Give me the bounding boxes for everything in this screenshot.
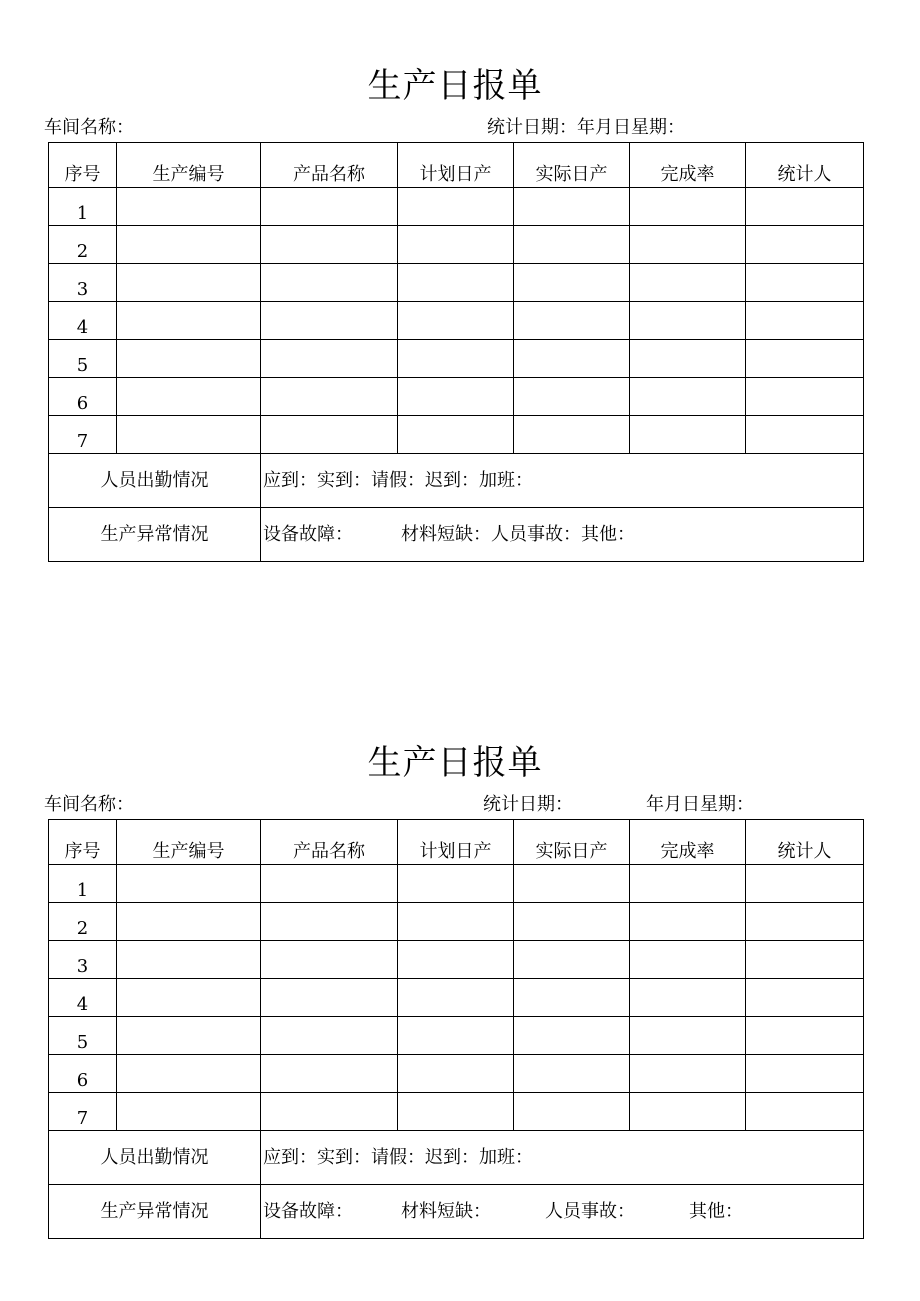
- completion-rate-cell[interactable]: [630, 1055, 746, 1093]
- statistician-cell[interactable]: [746, 188, 864, 226]
- planned-output-cell[interactable]: [398, 340, 514, 378]
- actual-output-cell[interactable]: [514, 979, 630, 1017]
- planned-output-cell[interactable]: [398, 264, 514, 302]
- col-header-completion-rate: 完成率: [630, 820, 746, 865]
- other-label: 其他：: [689, 1200, 743, 1222]
- production-no-cell[interactable]: [117, 188, 261, 226]
- row-index: 3: [49, 941, 117, 979]
- row-index: 4: [49, 979, 117, 1017]
- statistician-cell[interactable]: [746, 302, 864, 340]
- product-name-cell[interactable]: [261, 188, 398, 226]
- row-index: 2: [49, 226, 117, 264]
- anomaly-fields[interactable]: [261, 508, 864, 562]
- completion-rate-cell[interactable]: [630, 264, 746, 302]
- equipment-fault-label: 设备故障：: [263, 523, 353, 545]
- actual-output-cell[interactable]: [514, 903, 630, 941]
- completion-rate-cell[interactable]: [630, 903, 746, 941]
- col-header-seq: 序号: [49, 143, 117, 188]
- production-no-cell[interactable]: [117, 1093, 261, 1131]
- statistician-cell[interactable]: [746, 979, 864, 1017]
- statistician-cell[interactable]: [746, 264, 864, 302]
- table-header-row: [49, 143, 864, 188]
- col-header-planned-output: 计划日产: [398, 820, 514, 865]
- production-no-cell[interactable]: [117, 1055, 261, 1093]
- actual-output-cell[interactable]: [514, 340, 630, 378]
- table-row: [49, 378, 864, 416]
- product-name-cell[interactable]: [261, 941, 398, 979]
- product-name-cell[interactable]: [261, 302, 398, 340]
- production-no-cell[interactable]: [117, 865, 261, 903]
- row-index: 5: [49, 340, 117, 378]
- completion-rate-cell[interactable]: [630, 941, 746, 979]
- production-no-cell[interactable]: [117, 226, 261, 264]
- actual-output-cell[interactable]: [514, 264, 630, 302]
- actual-output-cell[interactable]: [514, 865, 630, 903]
- planned-output-cell[interactable]: [398, 188, 514, 226]
- workshop-name-label: 车间名称：: [44, 794, 134, 815]
- planned-output-cell[interactable]: [398, 1093, 514, 1131]
- actual-output-cell[interactable]: [514, 1093, 630, 1131]
- anomaly-label: 生产异常情况: [49, 1185, 261, 1239]
- col-header-actual-output: 实际日产: [514, 143, 630, 188]
- table-row: [49, 1055, 864, 1093]
- report-table: [48, 142, 864, 562]
- table-row: [49, 340, 864, 378]
- form-title: 生产日报单: [367, 66, 543, 106]
- staff-accident-label: 人员事故：: [545, 1200, 635, 1222]
- material-shortage-label: 材料短缺：: [401, 1200, 491, 1222]
- attendance-label: 人员出勤情况: [49, 1131, 261, 1185]
- table-row: [49, 302, 864, 340]
- planned-output-cell[interactable]: [398, 979, 514, 1017]
- production-no-cell[interactable]: [117, 264, 261, 302]
- product-name-cell[interactable]: [261, 1093, 398, 1131]
- col-header-planned-output: 计划日产: [398, 143, 514, 188]
- col-header-statistician: 统计人: [746, 820, 864, 865]
- table-row: [49, 865, 864, 903]
- report-table: [48, 819, 864, 1239]
- product-name-cell[interactable]: [261, 226, 398, 264]
- row-index: 7: [49, 1093, 117, 1131]
- col-header-product-name: 产品名称: [261, 820, 398, 865]
- material-shortage-label: 材料短缺：人员事故：其他：: [401, 523, 635, 545]
- production-no-cell[interactable]: [117, 416, 261, 454]
- production-no-cell[interactable]: [117, 903, 261, 941]
- statistician-cell[interactable]: [746, 941, 864, 979]
- planned-output-cell[interactable]: [398, 378, 514, 416]
- statistician-cell[interactable]: [746, 903, 864, 941]
- completion-rate-cell[interactable]: [630, 416, 746, 454]
- product-name-cell[interactable]: [261, 340, 398, 378]
- completion-rate-cell[interactable]: [630, 1017, 746, 1055]
- stat-date-label: 统计日期：: [483, 794, 573, 815]
- statistician-cell[interactable]: [746, 340, 864, 378]
- col-header-statistician: 统计人: [746, 143, 864, 188]
- table-row: [49, 1017, 864, 1055]
- completion-rate-cell[interactable]: [630, 378, 746, 416]
- planned-output-cell[interactable]: [398, 416, 514, 454]
- production-no-cell[interactable]: [117, 302, 261, 340]
- table-row: [49, 188, 864, 226]
- row-index: 1: [49, 865, 117, 903]
- attendance-row: [49, 454, 864, 508]
- planned-output-cell[interactable]: [398, 302, 514, 340]
- table-row: [49, 941, 864, 979]
- date-weekday-label: 年月日星期：: [646, 794, 754, 815]
- anomaly-row: [49, 1185, 864, 1239]
- form-title: 生产日报单: [367, 743, 543, 783]
- completion-rate-cell[interactable]: [630, 302, 746, 340]
- actual-output-cell[interactable]: [514, 941, 630, 979]
- row-index: 5: [49, 1017, 117, 1055]
- production-no-cell[interactable]: [117, 1017, 261, 1055]
- completion-rate-cell[interactable]: [630, 188, 746, 226]
- attendance-row: [49, 1131, 864, 1185]
- table-row: [49, 416, 864, 454]
- completion-rate-cell[interactable]: [630, 226, 746, 264]
- row-index: 6: [49, 378, 117, 416]
- product-name-cell[interactable]: [261, 865, 398, 903]
- actual-output-cell[interactable]: [514, 302, 630, 340]
- table-row: [49, 264, 864, 302]
- table-row: [49, 903, 864, 941]
- product-name-cell[interactable]: [261, 903, 398, 941]
- col-header-production-no: 生产编号: [117, 143, 261, 188]
- col-header-actual-output: 实际日产: [514, 820, 630, 865]
- anomaly-row: [49, 508, 864, 562]
- attendance-label: 人员出勤情况: [49, 454, 261, 508]
- planned-output-cell[interactable]: [398, 1017, 514, 1055]
- production-no-cell[interactable]: [117, 941, 261, 979]
- table-header-row: [49, 820, 864, 865]
- planned-output-cell[interactable]: [398, 1055, 514, 1093]
- equipment-fault-label: 设备故障：: [263, 1200, 353, 1222]
- stat-date-label: 统计日期：年月日星期：: [487, 117, 685, 138]
- table-row: [49, 979, 864, 1017]
- planned-output-cell[interactable]: [398, 226, 514, 264]
- table-row: [49, 226, 864, 264]
- product-name-cell[interactable]: [261, 416, 398, 454]
- statistician-cell[interactable]: [746, 416, 864, 454]
- production-no-cell[interactable]: [117, 979, 261, 1017]
- statistician-cell[interactable]: [746, 1055, 864, 1093]
- product-name-cell[interactable]: [261, 378, 398, 416]
- anomaly-fields[interactable]: [261, 1185, 864, 1239]
- row-index: 1: [49, 188, 117, 226]
- anomaly-label: 生产异常情况: [49, 508, 261, 562]
- actual-output-cell[interactable]: [514, 188, 630, 226]
- product-name-cell[interactable]: [261, 1055, 398, 1093]
- statistician-cell[interactable]: [746, 378, 864, 416]
- product-name-cell[interactable]: [261, 979, 398, 1017]
- statistician-cell[interactable]: [746, 1017, 864, 1055]
- actual-output-cell[interactable]: [514, 1055, 630, 1093]
- statistician-cell[interactable]: [746, 865, 864, 903]
- row-index: 6: [49, 1055, 117, 1093]
- production-no-cell[interactable]: [117, 340, 261, 378]
- actual-output-cell[interactable]: [514, 416, 630, 454]
- completion-rate-cell[interactable]: [630, 1093, 746, 1131]
- actual-output-cell[interactable]: [514, 226, 630, 264]
- statistician-cell[interactable]: [746, 226, 864, 264]
- planned-output-cell[interactable]: [398, 941, 514, 979]
- row-index: 4: [49, 302, 117, 340]
- attendance-fields[interactable]: 应到：实到：请假：迟到：加班：: [261, 1131, 864, 1185]
- row-index: 2: [49, 903, 117, 941]
- product-name-cell[interactable]: [261, 1017, 398, 1055]
- col-header-completion-rate: 完成率: [630, 143, 746, 188]
- planned-output-cell[interactable]: [398, 903, 514, 941]
- table-row: [49, 1093, 864, 1131]
- row-index: 3: [49, 264, 117, 302]
- actual-output-cell[interactable]: [514, 378, 630, 416]
- product-name-cell[interactable]: [261, 264, 398, 302]
- attendance-fields[interactable]: 应到：实到：请假：迟到：加班：: [261, 454, 864, 508]
- planned-output-cell[interactable]: [398, 865, 514, 903]
- col-header-seq: 序号: [49, 820, 117, 865]
- row-index: 7: [49, 416, 117, 454]
- col-header-production-no: 生产编号: [117, 820, 261, 865]
- production-no-cell[interactable]: [117, 378, 261, 416]
- workshop-name-label: 车间名称：: [44, 117, 134, 138]
- col-header-product-name: 产品名称: [261, 143, 398, 188]
- statistician-cell[interactable]: [746, 1093, 864, 1131]
- completion-rate-cell[interactable]: [630, 979, 746, 1017]
- actual-output-cell[interactable]: [514, 1017, 630, 1055]
- completion-rate-cell[interactable]: [630, 865, 746, 903]
- completion-rate-cell[interactable]: [630, 340, 746, 378]
